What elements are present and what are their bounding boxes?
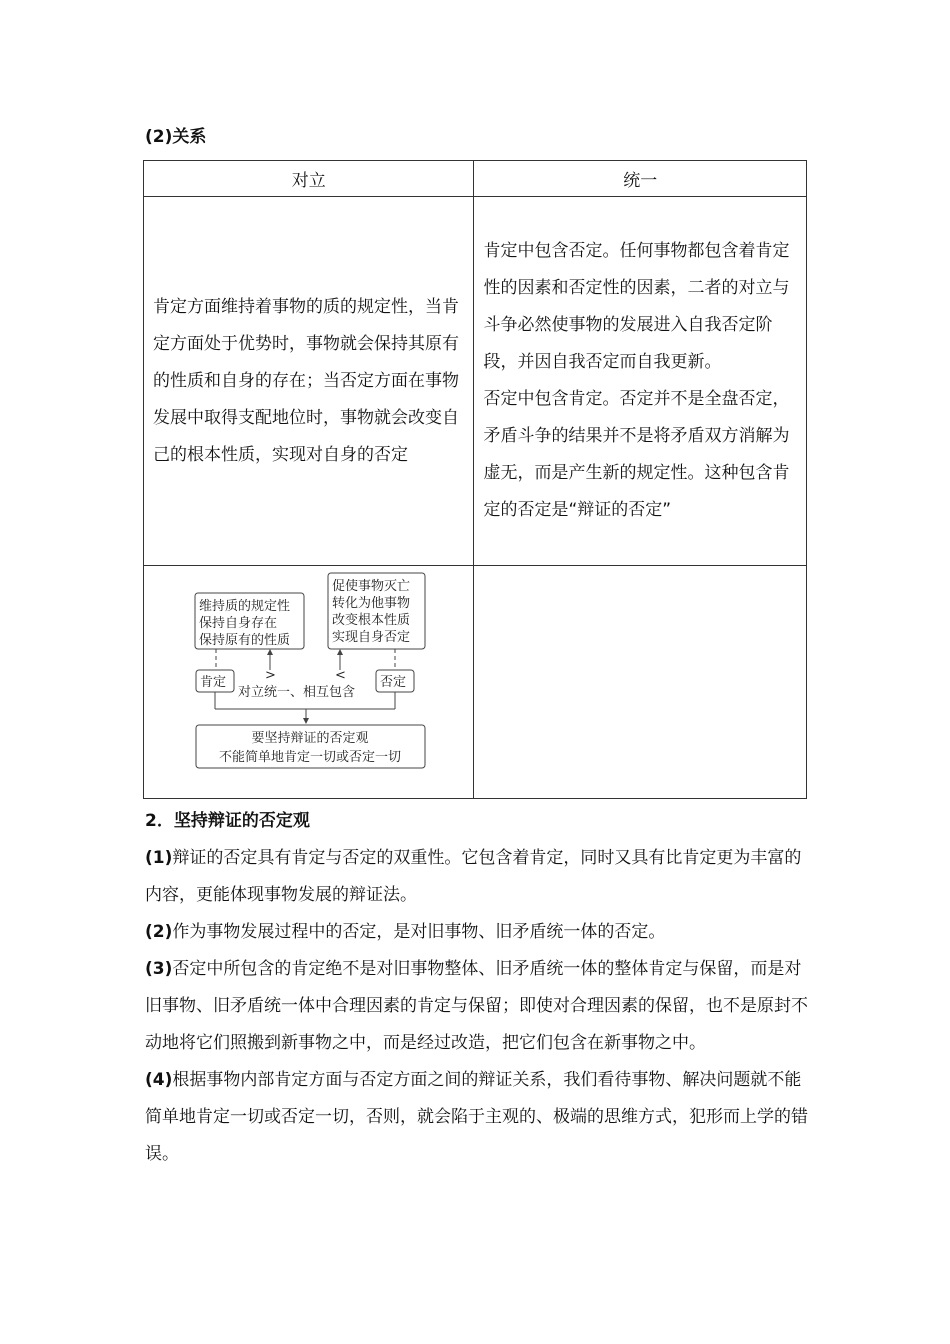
bottom-box-line-1: 要坚持辩证的否定观 bbox=[251, 731, 369, 746]
negate-node-label: 否定 bbox=[380, 675, 407, 690]
affirm-node-label: 肯定 bbox=[200, 675, 227, 690]
empty-cell bbox=[474, 566, 807, 799]
left-box-line-1: 维持质的规定性 bbox=[199, 599, 291, 614]
item-4 bbox=[145, 1062, 815, 1173]
right-box-line-2: 转化为他事物 bbox=[332, 596, 411, 611]
left-box-line-2: 保持自身存在 bbox=[199, 616, 278, 631]
less-sign: < bbox=[335, 668, 346, 683]
diagram-cell bbox=[144, 566, 474, 799]
item-3 bbox=[145, 951, 815, 1062]
right-box-line-3: 改变根本性质 bbox=[332, 613, 411, 628]
down-arrow-head bbox=[303, 718, 309, 724]
item-4-text: 根据事物内部肯定方面与否定方面之间的辩证关系，我们看待事物、解决问题就不能简单地肯定一切或否定一切，否则，就会陷于主观的、极端的思维方式，犯形而上学的错误。 bbox=[145, 1070, 808, 1164]
item-2 bbox=[145, 914, 815, 951]
item-3-number: (3) bbox=[145, 959, 173, 979]
unity-cell bbox=[474, 197, 807, 566]
negation-diagram bbox=[144, 566, 474, 798]
opposition-cell bbox=[144, 197, 474, 566]
left-up-arrow-head bbox=[267, 649, 273, 655]
item-2-number: (2) bbox=[145, 922, 173, 942]
section-2-title: 2．坚持辩证的否定观 bbox=[145, 811, 310, 831]
table-header-unity: 统一 bbox=[474, 161, 807, 197]
section-2 bbox=[145, 803, 815, 1173]
right-up-arrow-head bbox=[337, 649, 343, 655]
item-1-text: 辩证的否定具有肯定与否定的双重性。它包含着肯定，同时又具有比肯定更为丰富的内容，更能体现事物发展的辩证法。 bbox=[145, 848, 802, 905]
greater-sign: > bbox=[265, 668, 276, 683]
item-3-text: 否定中所包含的肯定绝不是对旧事物整体、旧矛盾统一体的整体肯定与保留，而是对旧事物、旧矛盾统一体中合理因素的肯定与保留；即使对合理因素的保留，也不是原封不动地将它们照搬到新事物之中，而是经过改造，把它们包含在新事物之中。 bbox=[145, 959, 808, 1053]
section-heading: (2)关系 bbox=[145, 127, 207, 147]
bottom-box-line-2: 不能简单地肯定一切或否定一切 bbox=[218, 750, 402, 765]
middle-label: 对立统一、相互包含 bbox=[238, 685, 356, 700]
opposition-text: 肯定方面维持着事物的质的规定性，当肯定方面处于优势时，事物就会保持其原有的性质和自身的存在；当否定方面在事物发展中取得支配地位时，事物就会改变自己的根本性质，实现对自身的否定 bbox=[153, 296, 459, 465]
item-4-number: (4) bbox=[145, 1070, 173, 1090]
item-2-text: 作为事物发展过程中的否定，是对旧事物、旧矛盾统一体的否定。 bbox=[172, 922, 666, 942]
table-header-opposition: 对立 bbox=[144, 161, 474, 197]
left-box-line-3: 保持原有的性质 bbox=[199, 633, 291, 648]
unity-paragraph-1: 肯定中包含否定。任何事物都包含着肯定性的因素和否定性的因素，二者的对立与斗争必然使事物的发展进入自我否定阶段，并因自我否定而自我更新。 bbox=[483, 241, 790, 372]
right-box-line-4: 实现自身否定 bbox=[332, 630, 411, 645]
unity-paragraph-2: 否定中包含肯定。否定并不是全盘否定，矛盾斗争的结果并不是将矛盾双方消解为虚无，而是产生新的规定性。这种包含肯定的否定是“辩证的否定” bbox=[483, 389, 790, 520]
right-box-line-1: 促使事物灭亡 bbox=[332, 579, 411, 594]
item-1-number: (1) bbox=[145, 848, 173, 868]
relation-table bbox=[143, 160, 807, 799]
item-1 bbox=[145, 840, 815, 914]
